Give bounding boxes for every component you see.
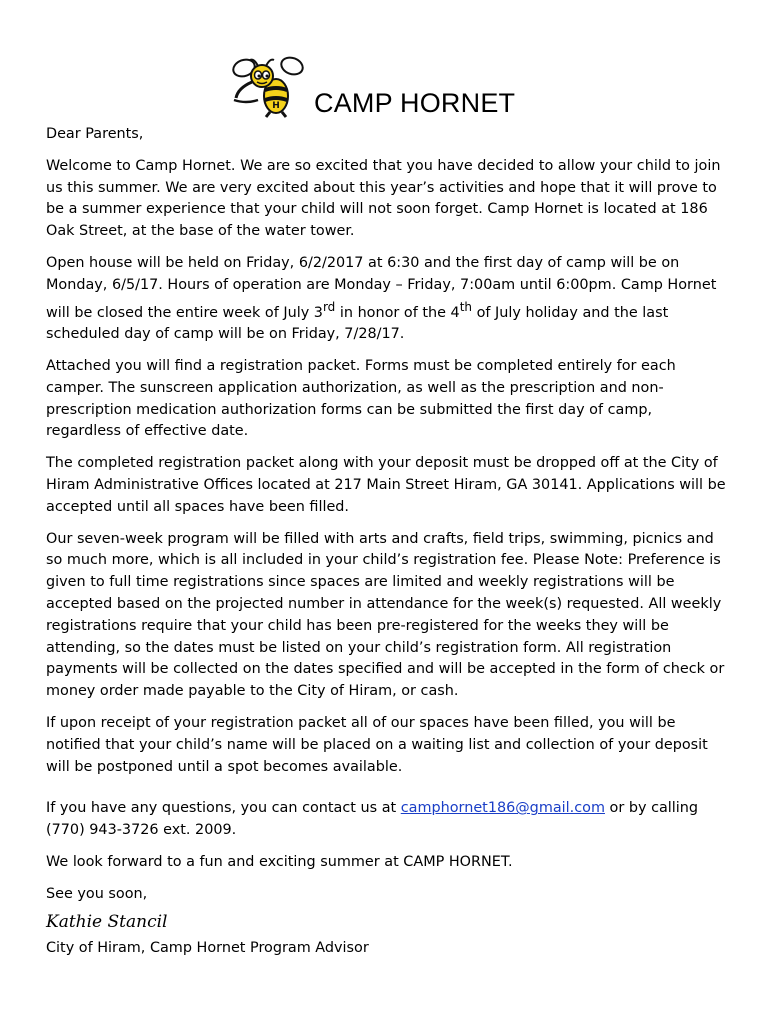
page-title: CAMP HORNET [314,88,516,118]
paragraph-waiting-list: If upon receipt of your registration packet all of our spaces have been filled, you will be notified that your child’s name will be placed on a waiting list and collection of your deposit will be postponed until a spot becomes available. [46,714,708,775]
paragraph-closing-note: We look forward to a fun and exciting summer at CAMP HORNET. [46,853,513,870]
contact-text-b: or by calling (770) 943-3726 ext. 2009. [46,800,699,839]
letterhead [232,54,572,124]
paragraph-program: Our seven-week program will be filled with arts and crafts, field trips, swimming, picnics and so much more, which is all included in your child’s registration fee. Please Note: Preference is given to full time registrations since spaces are limited and weekly registrations will be accepted based on the projected number in attendance for the week(s) requested. All weekly registrations require that your child has been pre-registered for the weeks they will be attending, so the dates must be listed on your child’s registration form. All registration payments will be collected on the dates specified and will be accepted in the form of check or money order made payable to the City of Hiram, or cash. [46,530,725,700]
open-house-text-a: Open house will be held on Friday, 6/2/2017 at 6:30 and the first day of camp will be on Monday, 6/5/17. Hours of operation are Monday – Friday, 7:00am until 6:00pm. Camp Hornet will be closed the entire week of July 3 [46,254,717,321]
letter-body [46,124,728,959]
open-house-text-c: of July holiday and the last scheduled day of camp will be on Friday, 7/28/17. [46,304,669,343]
paragraph-welcome: Welcome to Camp Hornet. We are so excited that you have decided to allow your child to join us this summer. We are very excited about this year’s activities and hope that it will prove to be a summer experience that your child will not soon forget. Camp Hornet is located at 186 Oak Street, at the base of the water tower. [46,157,721,240]
paragraph-registration-packet: Attached you will find a registration packet. Forms must be completed entirely for each camper. The sunscreen application authorization, as well as the prescription and non-prescription medication authorization forms can be submitted the first day of camp, regardless of effective date. [46,357,676,440]
open-house-text-b: in honor of the 4 [335,304,460,321]
paragraph-drop-off: The completed registration packet along with your deposit must be dropped off at the City of Hiram Administrative Offices located at 217 Main Street Hiram, GA 30141. Applications will be accepted until all spaces have been filled. [46,455,726,515]
signature: Kathie Stancil [46,911,168,932]
hornet-mascot-icon [232,54,304,118]
paragraph-open-house [46,253,728,346]
salutation: Dear Parents, [46,126,144,142]
signer-title: City of Hiram, Camp Hornet Program Advisor [46,939,369,956]
contact-text-a: If you have any questions, you can contact us at [46,800,401,817]
svg-text:H: H [272,101,280,111]
email-link[interactable]: camphornet186@gmail.com [400,800,605,817]
closing: See you soon, [46,885,148,902]
superscript-th: th [459,299,473,314]
paragraph-contact [46,798,728,842]
superscript-rd: rd [322,299,336,314]
